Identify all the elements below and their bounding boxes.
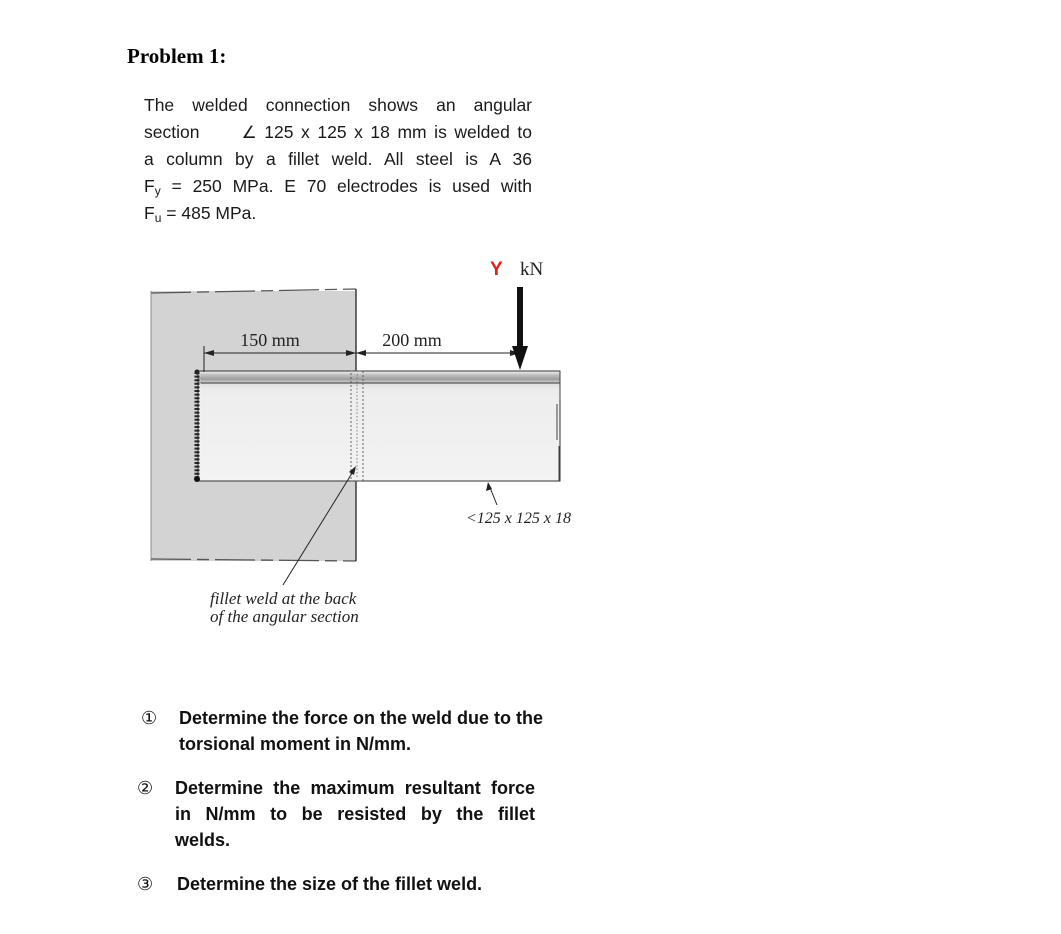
desc-line-3: a column by a fillet weld. All steel is A 36 — [144, 149, 532, 169]
question-2-line-3: welds. — [175, 830, 231, 850]
question-1-text: Determine the force on the weld due to the torsional moment in N/mm. — [179, 708, 544, 754]
angle-dimensions: 125 x 125 x 18 mm is welded to — [264, 122, 532, 142]
fy-symbol: $F_y$ — [144, 176, 161, 198]
section-word: section — [144, 122, 200, 142]
angle-symbol: ∠ — [241, 123, 257, 142]
fy-text: = 250 MPa. E 70 electrodes is used with — [171, 176, 532, 196]
question-2-line-2: in N/mm to be resisted by the fillet — [175, 804, 535, 824]
question-3 — [137, 871, 557, 899]
fu-symbol: $F_u$ — [144, 203, 162, 225]
question-2-marker: ② — [137, 778, 154, 798]
question-2-line-1: Determine the maximum resultant force — [175, 778, 535, 798]
question-3-text: Determine the size of the fillet weld. — [177, 874, 483, 894]
desc-line-1: The welded connection shows an angular — [144, 95, 532, 115]
angle-label-leader — [486, 482, 497, 505]
question-3-marker: ③ — [137, 874, 154, 894]
problem-title: Problem 1: — [127, 44, 227, 68]
question-1-marker: ① — [141, 708, 158, 728]
fu-text: = 485 MPa. — [166, 203, 257, 223]
dimension-beam-label: 200 mm — [382, 330, 442, 350]
angle-section-label: <125 x 125 x 18 — [466, 510, 571, 527]
dimension-column-label: 150 mm — [240, 330, 300, 350]
angle-section — [198, 371, 560, 481]
question-2 — [137, 775, 557, 855]
load-variable: Y — [490, 259, 503, 280]
weld-note-line-1: fillet weld at the back — [210, 589, 357, 608]
question-2-text — [175, 775, 535, 853]
load-unit: kN — [520, 259, 544, 280]
question-1 — [141, 705, 561, 761]
weld-note-line-2: of the angular section — [210, 607, 359, 626]
load-arrow — [512, 287, 528, 370]
